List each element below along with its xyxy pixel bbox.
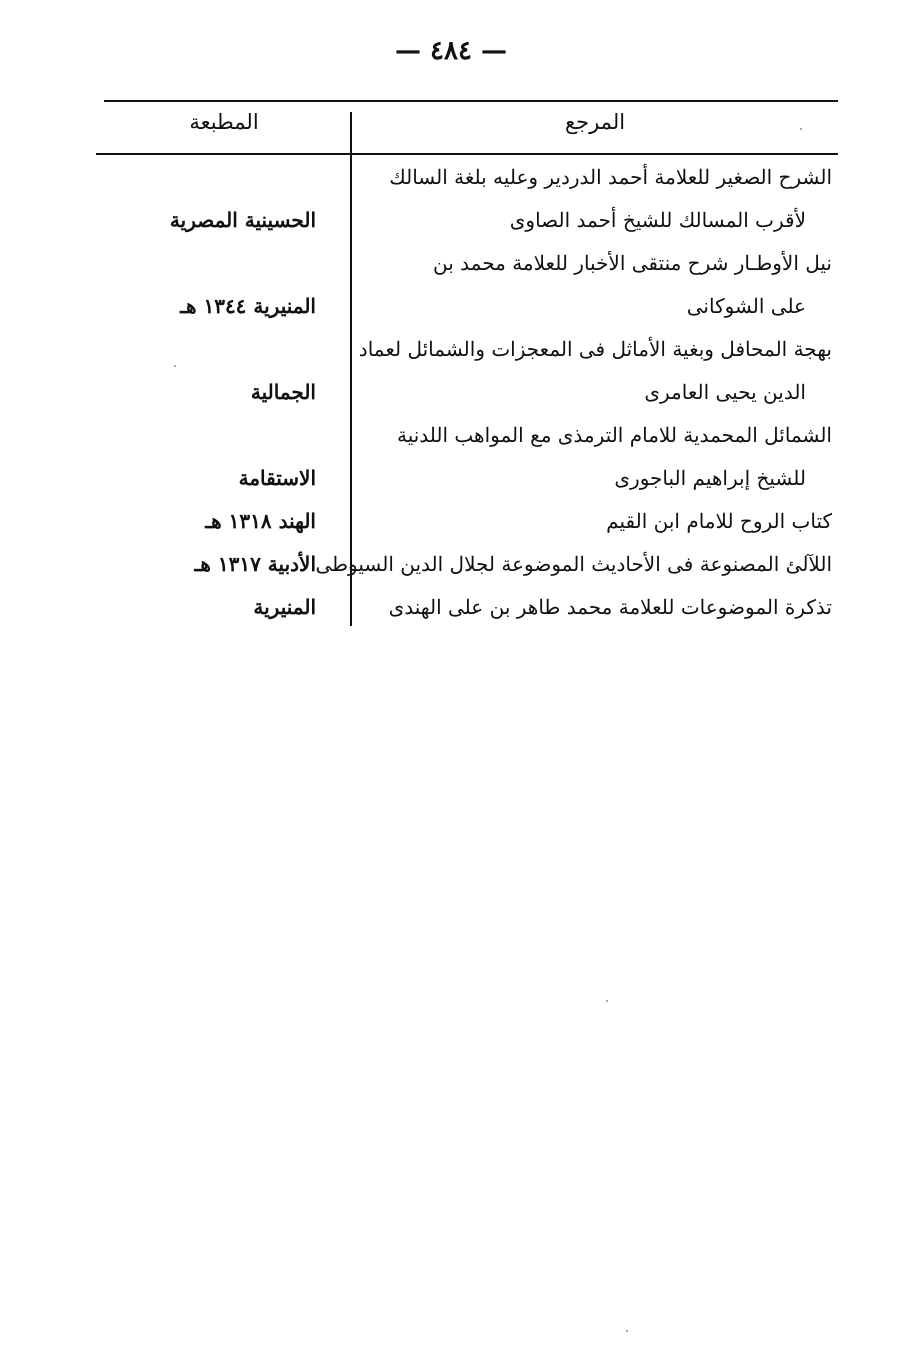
reference-cell: الشرح الصغير للعلامة أحمد الدردير وعليه بلغة السالك	[389, 165, 832, 189]
table-row	[0, 156, 902, 199]
table-row	[0, 500, 902, 543]
reference-cell: الدين يحيى العامرى	[644, 380, 806, 404]
print-speck	[174, 365, 176, 367]
print-speck	[606, 1000, 608, 1002]
printing-cell: الاستقامة	[238, 466, 316, 490]
reference-cell: لأقرب المسالك للشيخ أحمد الصاوى	[509, 208, 806, 232]
reference-cell: للشيخ إبراهيم الباجورى	[614, 466, 806, 490]
reference-cell: كتاب الروح للامام ابن القيم	[606, 509, 832, 533]
table-row	[0, 328, 902, 371]
reference-cell: اللآلئ المصنوعة فى الأحاديث الموضوعة لجلال الدين السيوطى	[315, 552, 832, 576]
printing-cell: الهند ١٣١٨ هـ	[205, 509, 316, 533]
table-row	[0, 414, 902, 457]
page-number: — ٤٨٤ —	[394, 36, 508, 66]
table-row	[0, 371, 902, 414]
top-rule	[104, 100, 838, 102]
table-row	[0, 242, 902, 285]
print-speck	[800, 128, 802, 130]
reference-table-body	[0, 156, 902, 629]
reference-cell: بهجة المحافل وبغية الأماثل فى المعجزات والشمائل لعماد	[358, 337, 832, 361]
table-row	[0, 457, 902, 500]
printing-cell: المنيرية ١٣٤٤ هـ	[180, 294, 316, 318]
printing-column-header: المطبعة	[189, 110, 259, 134]
reference-cell: نيل الأوطـار شرح منتقى الأخبار للعلامة محمد بن	[433, 251, 832, 275]
print-speck	[626, 1330, 628, 1332]
printing-cell: الأدبية ١٣١٧ هـ	[194, 552, 316, 576]
table-row	[0, 586, 902, 629]
reference-cell: الشمائل المحمدية للامام الترمذى مع المواهب اللدنية	[396, 423, 832, 447]
table-row	[0, 543, 902, 586]
printing-cell: الحسينية المصرية	[169, 208, 316, 232]
header-rule	[96, 153, 838, 155]
printing-cell: الجمالية	[250, 380, 316, 404]
reference-cell: على الشوكانى	[686, 294, 806, 318]
table-row	[0, 285, 902, 328]
printing-cell: المنيرية	[253, 595, 316, 619]
reference-cell: تذكرة الموضوعات للعلامة محمد طاهر بن على الهندى	[388, 595, 832, 619]
table-row	[0, 199, 902, 242]
reference-column-header: المرجع	[564, 110, 626, 134]
